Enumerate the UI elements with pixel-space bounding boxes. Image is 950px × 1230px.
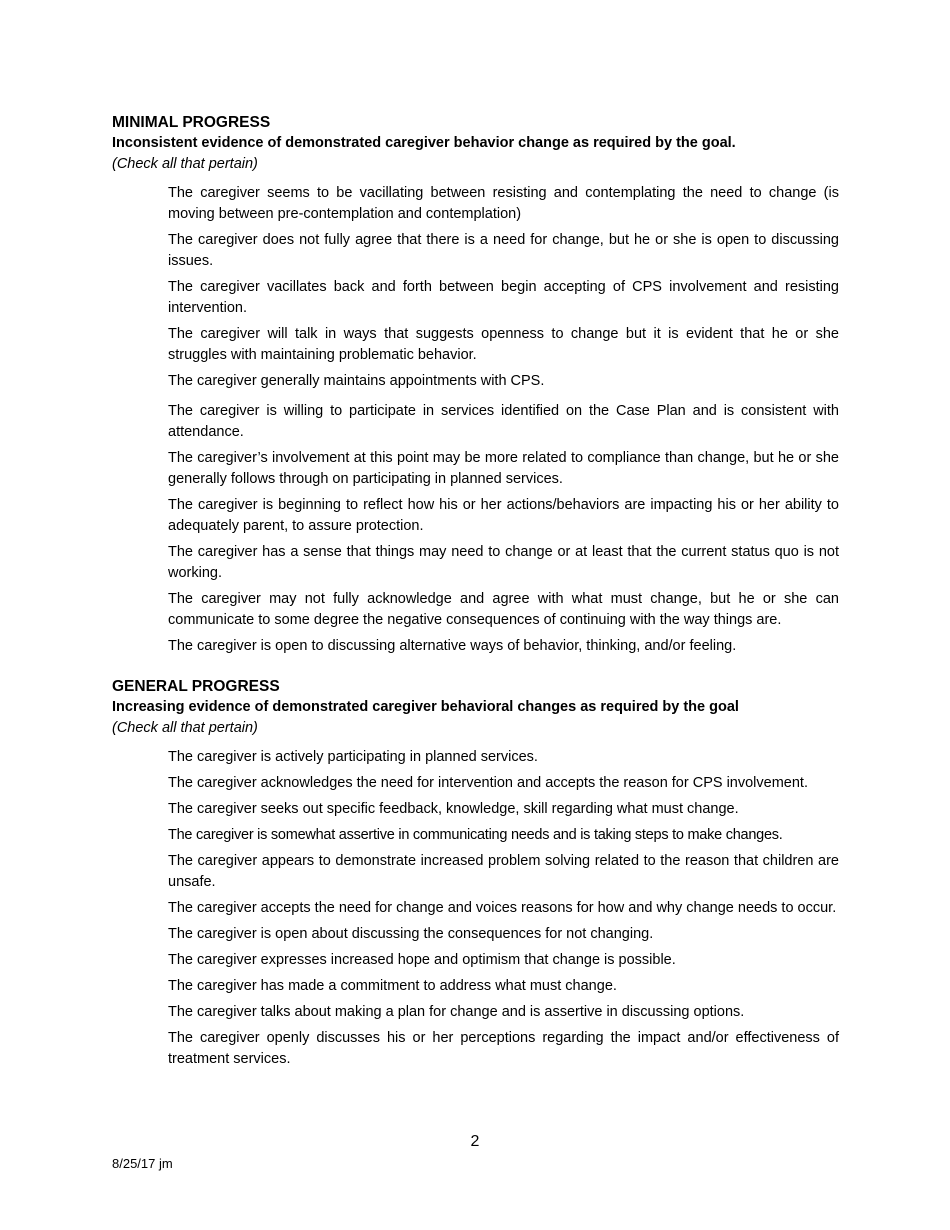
criteria-item: The caregiver expresses increased hope and optimism that change is possible. xyxy=(168,952,676,968)
criteria-item: The caregiver is willing to participate in services identified on the Case Plan and is consistent with attendance. xyxy=(168,403,839,440)
criteria-item: The caregiver is open to discussing alternative ways of behavior, thinking, and/or feeling. xyxy=(168,638,737,654)
section-title: GENERAL PROGRESS xyxy=(112,678,280,695)
criteria-item: The caregiver is open about discussing the consequences for not changing. xyxy=(168,926,654,942)
criteria-item: The caregiver appears to demonstrate increased problem solving related to the reason that children are unsafe. xyxy=(168,853,839,890)
section-minimal-progress xyxy=(112,113,839,657)
criteria-item: The caregiver is actively participating in planned services. xyxy=(168,749,538,765)
criteria-list xyxy=(112,183,839,657)
criteria-item: The caregiver seeks out specific feedback, knowledge, skill regarding what must change. xyxy=(168,801,739,817)
document-page xyxy=(112,113,839,1090)
criteria-item: The caregiver has made a commitment to address what must change. xyxy=(168,978,617,994)
criteria-item: The caregiver may not fully acknowledge and agree with what must change, but he or she can communicate to some degree the negative consequences of continuing with the way things are. xyxy=(168,591,839,628)
criteria-item: The caregiver generally maintains appointments with CPS. xyxy=(168,373,545,389)
criteria-item: The caregiver is somewhat assertive in communicating needs and is taking steps to make changes. xyxy=(168,827,783,843)
section-note: (Check all that pertain) xyxy=(112,720,258,736)
criteria-item: The caregiver will talk in ways that suggests openness to change but it is evident that he or she struggles with maintaining problematic behavior. xyxy=(168,326,839,363)
criteria-item: The caregiver talks about making a plan for change and is assertive in discussing options. xyxy=(168,1004,745,1020)
criteria-list xyxy=(112,747,839,1070)
criteria-item: The caregiver openly discusses his or her perceptions regarding the impact and/or effectiveness of treatment services. xyxy=(168,1030,839,1067)
section-subtitle: Increasing evidence of demonstrated caregiver behavioral changes as required by the goal xyxy=(112,699,739,715)
criteria-item: The caregiver does not fully agree that there is a need for change, but he or she is open to discussing issues. xyxy=(168,232,839,269)
section-subtitle: Inconsistent evidence of demonstrated caregiver behavior change as required by the goal. xyxy=(112,135,736,151)
criteria-item: The caregiver acknowledges the need for intervention and accepts the reason for CPS involvement. xyxy=(168,775,808,791)
criteria-item: The caregiver is beginning to reflect how his or her actions/behaviors are impacting his or her ability to adequately parent, to assure protection. xyxy=(168,497,839,534)
criteria-item: The caregiver vacillates back and forth between begin accepting of CPS involvement and resisting intervention. xyxy=(168,279,839,316)
criteria-item: The caregiver has a sense that things may need to change or at least that the current status quo is not working. xyxy=(168,544,839,581)
criteria-item: The caregiver seems to be vacillating between resisting and contemplating the need to change (is moving between pre-contemplation and contemplation) xyxy=(168,185,839,222)
section-note: (Check all that pertain) xyxy=(112,156,258,172)
section-title: MINIMAL PROGRESS xyxy=(112,114,271,131)
section-general-progress xyxy=(112,677,839,1070)
criteria-item: The caregiver’s involvement at this point may be more related to compliance than change, but he or she generally follows through on participating in planned services. xyxy=(168,450,839,487)
criteria-item: The caregiver accepts the need for change and voices reasons for how and why change needs to occur. xyxy=(168,900,837,916)
footer-date: 8/25/17 jm xyxy=(112,1156,173,1171)
page-number: 2 xyxy=(470,1133,480,1150)
